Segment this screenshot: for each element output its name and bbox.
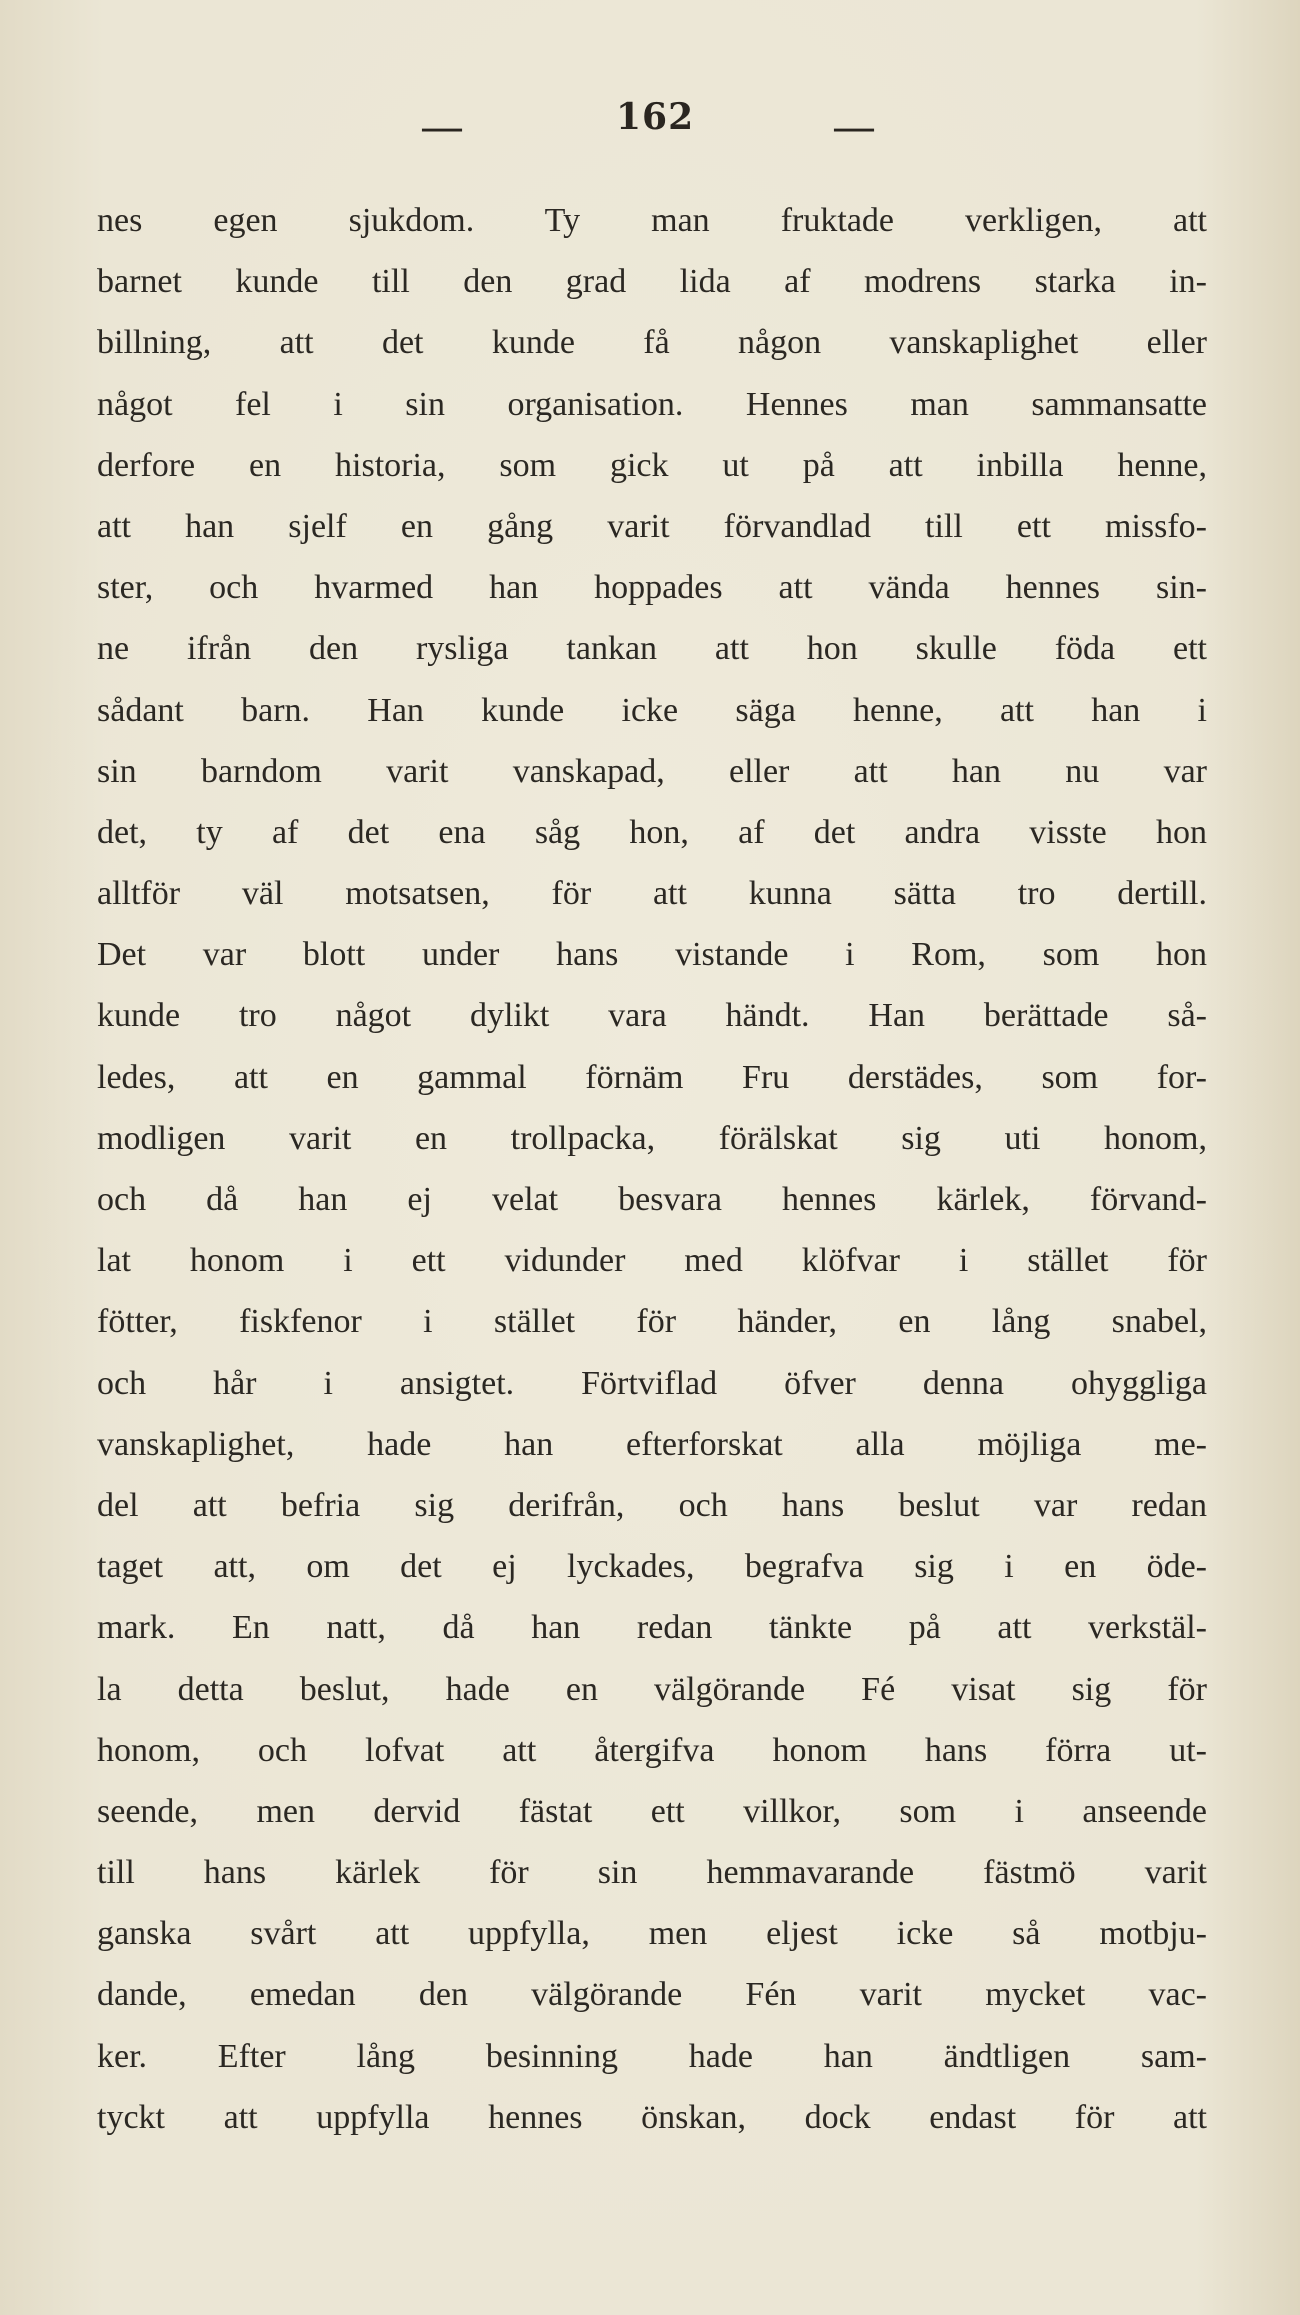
text-line: dande, emedan den välgörande Fén varit mycket vac-: [97, 1976, 1207, 2014]
header-dash-right: —: [832, 102, 876, 153]
text-line: till hans kärlek för sin hemmavarande fästmö varit: [97, 1854, 1207, 1892]
text-line: seende, men dervid fästat ett villkor, som i anseende: [97, 1792, 1207, 1830]
text-line: barnet kunde till den grad lida af modrens starka in-: [97, 263, 1207, 301]
text-line: ne ifrån den rysliga tankan att hon skulle föda ett: [97, 630, 1207, 668]
page-header: [0, 92, 1300, 153]
text-line: sin barndom varit vanskapad, eller att han nu var: [97, 752, 1207, 790]
text-line: vanskaplighet, hade han efterforskat alla möjliga me-: [97, 1425, 1207, 1463]
text-line: kunde tro något dylikt vara händt. Han berättade så-: [97, 997, 1207, 1035]
text-line: lat honom i ett vidunder med klöfvar i stället för: [97, 1242, 1207, 1280]
text-line: derfore en historia, som gick ut på att inbilla henne,: [97, 446, 1207, 484]
text-line: och hår i ansigtet. Förtviflad öfver denna ohyggliga: [97, 1364, 1207, 1402]
text-line: ker. Efter lång besinning hade han ändtligen sam-: [97, 2037, 1207, 2075]
text-line: ster, och hvarmed han hoppades att vända hennes sin-: [97, 569, 1207, 607]
page-number: 162: [616, 96, 695, 138]
text-line: la detta beslut, hade en välgörande Fé visat sig för: [97, 1670, 1207, 1708]
text-line: modligen varit en trollpacka, förälskat sig uti honom,: [97, 1119, 1207, 1157]
text-line: nes egen sjukdom. Ty man fruktade verkligen, att: [97, 202, 1207, 239]
text-line: tyckt att uppfylla hennes önskan, dock endast för att: [97, 2098, 1207, 2136]
text-line: mark. En natt, då han redan tänkte på att verkstäl-: [97, 1609, 1207, 1647]
text-line: det, ty af det ena såg hon, af det andra visste hon: [97, 813, 1207, 851]
text-line: och då han ej velat besvara hennes kärlek, förvand-: [97, 1181, 1207, 1218]
text-line: honom, och lofvat att återgifva honom hans förra ut-: [97, 1731, 1207, 1769]
text-line: taget att, om det ej lyckades, begrafva sig i en öde-: [97, 1548, 1207, 1586]
text-line: alltför väl motsatsen, för att kunna sätta tro dertill.: [97, 875, 1207, 913]
body-text: [97, 190, 1207, 2148]
text-line: Det var blott under hans vistande i Rom, som hon: [97, 936, 1207, 974]
text-line: sådant barn. Han kunde icke säga henne, att han i: [97, 691, 1207, 729]
header-dash-left: —: [420, 102, 464, 153]
text-line: billning, att det kunde få någon vanskaplighet eller: [97, 324, 1207, 362]
text-line: ganska svårt att uppfylla, men eljest icke så motbju-: [97, 1915, 1207, 1953]
text-line: något fel i sin organisation. Hennes man sammansatte: [97, 385, 1207, 423]
text-line: fötter, fiskfenor i stället för händer, en lång snabel,: [97, 1303, 1207, 1341]
text-line: del att befria sig derifrån, och hans beslut var redan: [97, 1486, 1207, 1524]
text-line: att han sjelf en gång varit förvandlad till ett missfo-: [97, 507, 1207, 545]
text-line: ledes, att en gammal förnäm Fru derstädes, som for-: [97, 1058, 1207, 1096]
